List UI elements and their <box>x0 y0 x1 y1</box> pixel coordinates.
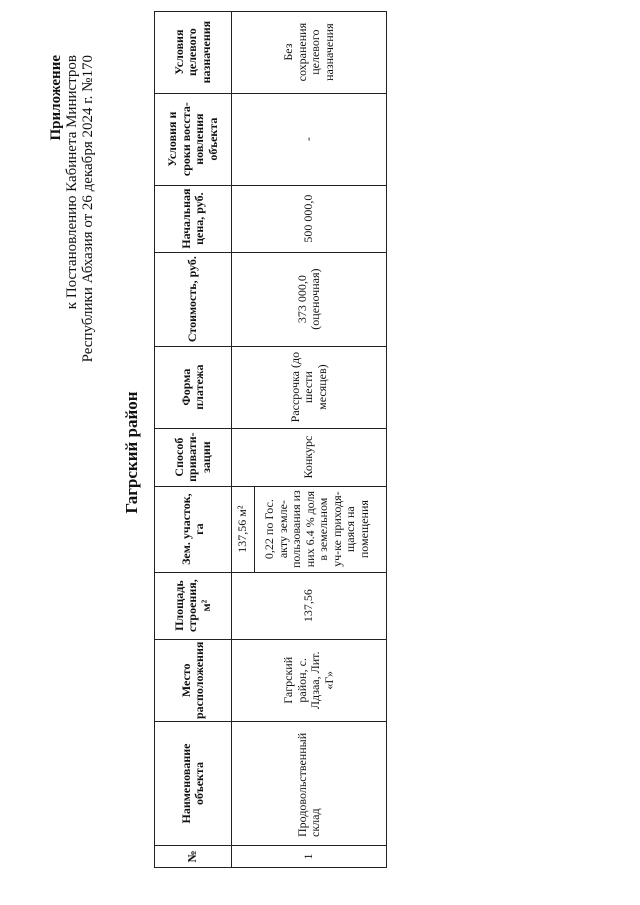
col-header-area: Площадь строения, м² <box>155 572 232 639</box>
cell-cost: 373 000,0 (оценочная) <box>232 252 387 346</box>
cell-purpose: Без сохранения целевого назначения <box>232 11 387 93</box>
col-header-cost: Стоимость, руб. <box>155 252 232 346</box>
appendix-title: Приложение <box>48 55 64 141</box>
col-header-land: Зем. участок, га <box>155 486 232 572</box>
table-row <box>232 11 387 867</box>
col-header-num: № <box>155 846 232 868</box>
appendix-line-1: к Постановлению Кабинета Министров <box>64 55 80 310</box>
col-header-purpose: Условия целевого назначения <box>155 11 232 93</box>
cell-method: Конкурс <box>232 428 387 486</box>
land-area-detail: 0,22 по Гос. акту земле-пользования из них 6.4 % доля в земельном уч-ке приходя-щаяся на помещения <box>262 490 371 568</box>
cell-num: 1 <box>232 846 387 868</box>
cell-land <box>232 486 387 572</box>
col-header-location: Место расположения <box>155 639 232 721</box>
col-header-price: Начальная цена, руб. <box>155 185 232 252</box>
cell-restore: - <box>232 93 387 185</box>
col-header-restore: Условия и сроки восста-новления объекта <box>155 93 232 185</box>
table-header-row <box>155 11 232 867</box>
cell-price: 500 000,0 <box>232 185 387 252</box>
col-header-payment: Форма платежа <box>155 346 232 428</box>
cell-name: Продовольственный склад <box>232 722 387 846</box>
land-area-total: 137,56 м² <box>232 487 255 572</box>
cell-area: 137,56 <box>232 572 387 639</box>
appendix-line-2: Республики Абхазия от 26 декабря 2024 г. №170 <box>80 55 96 363</box>
cell-payment: Рассрочка (до шести месяцев) <box>232 346 387 428</box>
col-header-method: Способ привати-зации <box>155 428 232 486</box>
objects-table <box>154 11 387 868</box>
col-header-name: Наименование объекта <box>155 722 232 846</box>
section-title: Гагрский район <box>122 391 141 514</box>
cell-location: Гагрский район, с. Лдзаа, Лит. «Г» <box>232 639 387 721</box>
